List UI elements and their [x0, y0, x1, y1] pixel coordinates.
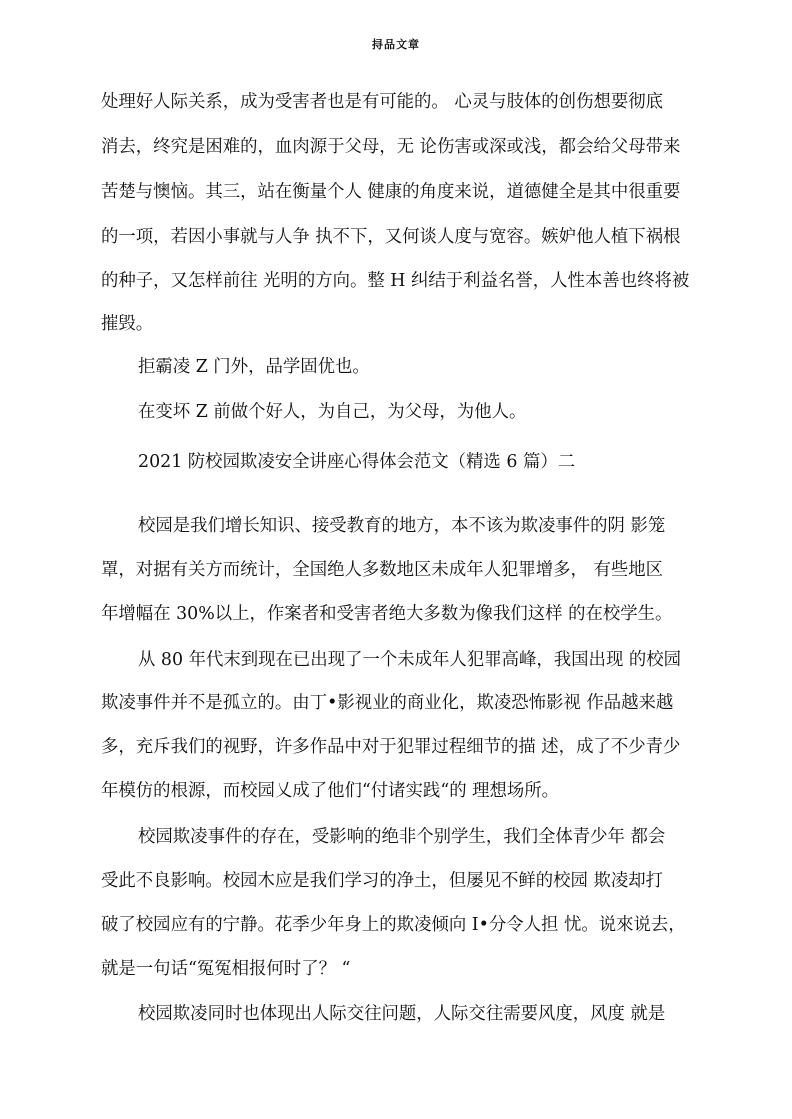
paragraph-line: 拒霸凌 Z 门外，品学固优也。	[138, 357, 370, 377]
paragraph-line: 的种子，又怎样前往 光明的方向。整 H 纠结于利益名誉，人性本善也终将被	[101, 271, 690, 291]
section-title: 2021 防校园欺凌安全讲座心得体会范文（精选 6 篇）二	[138, 452, 576, 472]
paragraph-line: 受此不良影响。校园木应是我们学习的净土，但屡见不鲜的校园 欺凌却打	[101, 871, 664, 891]
paragraph-line: 摧毁。	[101, 314, 154, 334]
paragraph-line: 年增幅在 30%以上，作案者和受害者绝大多数为像我们这样 的在校学生。	[101, 604, 673, 624]
paragraph-line: 罩，对据有关方而统计，全国绝人多数地区未成年人犯罪增多， 有些地区	[101, 560, 664, 580]
paragraph-line: 欺凌事件并不是孤立的。由丁•影视业的商业化，欺凌恐怖影视 作品越来越	[101, 693, 674, 713]
paragraph-line: 从 80 年代末到现在已出现了一个未成年人犯罪高峰，我国出现 的校园	[138, 650, 682, 670]
paragraph-line: 校园是我们增长知识、接受教育的地方，本不该为欺凌事件的阴 影笼	[138, 516, 666, 536]
page-header: 挦品文章	[372, 38, 420, 51]
paragraph-line: 消去，终究是困难的，血肉源于父母，无 论伤害或深或浅，都会给父母带来	[101, 137, 681, 157]
paragraph-line: 多，充斥我们的视野，许多作品中对于犯罪过程细节的描 述，成了不少青少	[101, 737, 681, 757]
paragraph-line: 苦楚与懊恼。其三，站在衡量个人 健康的角度来说，道德健全是其中很重要	[101, 182, 681, 202]
paragraph-line: 校园欺凌事件的存在，受影响的绝非个别学生，我们全体青少年 都会	[138, 827, 666, 847]
paragraph-line: 的一项，若因小事就与人争 执不下，又何谈人度与宽容。嫉妒他人植下祸根	[101, 227, 681, 247]
paragraph-line: 年模仿的根源，而校园乂成了他们“付诸实践“的 理想场所。	[101, 781, 560, 801]
paragraph-line: 在变坏 Z 前做个好人，为自己，为父母，为他人。	[138, 402, 527, 422]
paragraph-line: 处理好人际关系，成为受害者也是有可能的。 心灵与肢体的创伤想要彻底	[101, 92, 664, 112]
paragraph-line: 校园欺凌同时也体现出人际交往问题，人际交往需要风度，风度 就是	[138, 1004, 666, 1024]
paragraph-line: 就是一句话“冤冤相报何时了？ “	[101, 959, 351, 979]
paragraph-line: 破了校园应有的宁静。花季少年身上的欺凌倾向 I•分令人担 忧。说來说去，	[101, 915, 686, 935]
